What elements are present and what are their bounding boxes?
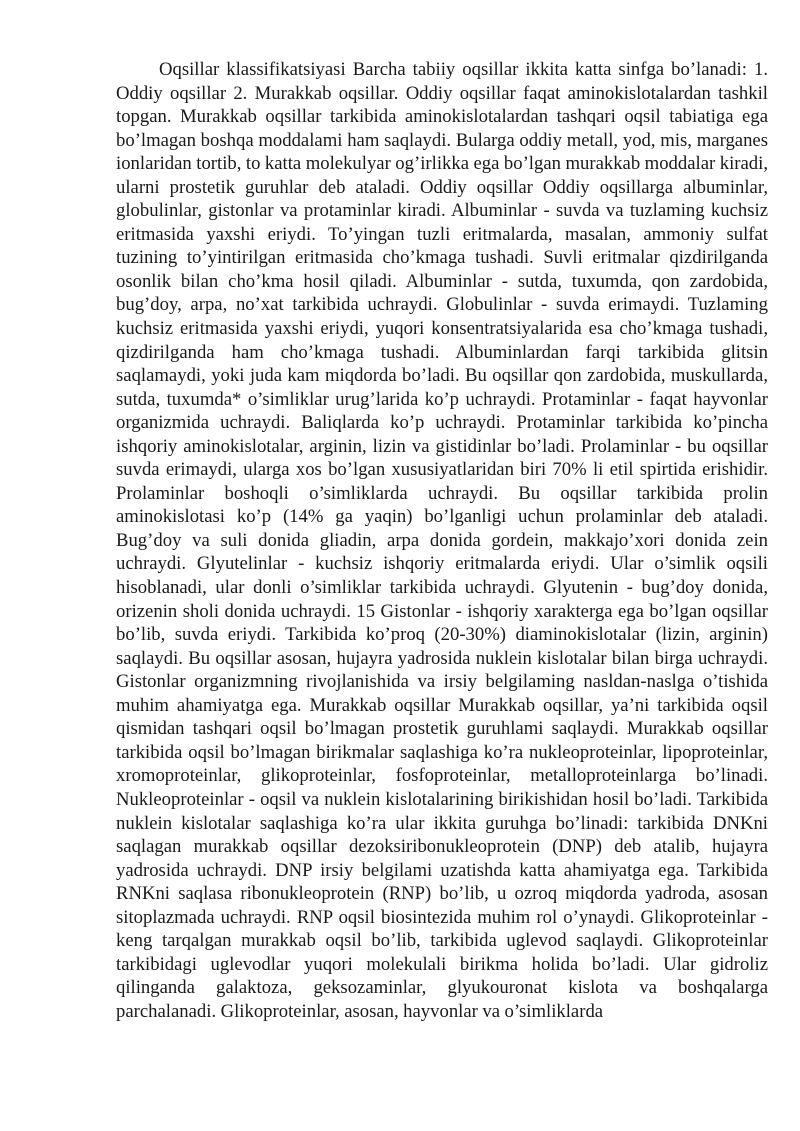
body-paragraph: Oqsillar klassifikatsiyasi Barcha tabiiy oqsillar ikkita katta sinfga bo’lanadi: 1. Oddiy oqsillar 2. Murakkab oqsillar. Oddiy oqsillar faqat aminokislotalardan tashkil topgan. Murakkab oqsillar tarkibida aminokislotalardan tashqari oqsil tabiatiga ega bo’lmagan boshqa moddalami ham saqlaydi. Bularga oddiy metall, yod, mis, marganes ionlaridan tortib, to katta molekulyar og’irlikka ega bo’lgan murakkab moddalar kiradi, ularni prostetik guruhlar deb ataladi. Oddiy oqsillar Oddiy oqsillarga albuminlar, globulinlar, gistonlar va protaminlar kiradi. Albuminlar - suvda va tuzlaming kuchsiz eritmasida yaxshi eriydi. To’yingan tuzli eritmalarda, masalan, ammoniy sulfat tuzining to’yintirilgan eritmasida cho’kmaga tushadi. Suvli eritmalar qizdirilganda osonlik bilan cho’kma hosil qiladi. Albuminlar - sutda, tuxumda, qon zardobida, bug’doy, arpa, no’xat tarkibida uchraydi. Globulinlar - suvda erimaydi. Tuzlaming kuchsiz eritmasida yaxshi eriydi, yuqori konsentratsiyalarida esa cho’kmaga tushadi, qizdirilganda ham cho’kmaga tushadi. Albuminlardan farqi tarkibida glitsin saqlamaydi, yoki juda kam miqdorda bo’ladi. Bu oqsillar qon zardobida, muskullarda, sutda, tuxumda* o’simliklar urug’larida ko’p uchraydi. Protaminlar - faqat hayvonlar organizmida uchraydi. Baliqlarda ko’p uchraydi. Protaminlar tarkibida ko’pincha ishqoriy aminokislotalar, arginin, lizin va gistidinlar bo’ladi. Prolaminlar - bu oqsillar suvda erimaydi, ularga xos bo’lgan xususiyatlaridan biri 70% li etil spirtida erishidir. Prolaminlar boshoqli o’simliklarda uchraydi. Bu oqsillar tarkibida prolin aminokislotasi ko’p (14% ga yaqin) bo’lganligi uchun prolaminlar deb ataladi. Bug’doy va suli donida gliadin, arpa donida gordein, makkajo’xori donida zein uchraydi. Glyutelinlar - kuchsiz ishqoriy eritmalarda eriydi. Ular o’simlik oqsili hisoblanadi, ular donli o’simliklar tarkibida uchraydi. Glyutenin - bug’doy donida, orizenin sholi donida uchraydi. 15 Gistonlar - ishqoriy xarakterga ega bo’lgan oqsillar bo’lib, suvda eriydi. Tarkibida ko’proq (20-30%) diaminokislotalar (lizin, arginin) saqlaydi. Bu oqsillar asosan, hujayra yadrosida nuklein kislotalar bilan birga uchraydi. Gistonlar organizmning rivojlanishida va irsiy belgilaming nasldan-naslga o’tishida muhim ahamiyatga ega. Murakkab oqsillar Murakkab oqsillar, ya’ni tarkibida oqsil qismidan tashqari oqsil bo’lmagan prostetik guruhlami saqlaydi. Murakkab oqsillar tarkibida oqsil bo’lmagan birikmalar saqlashiga ko’ra nukleoproteinlar, lipoproteinlar, xromoproteinlar, glikoproteinlar, fosfoproteinlar, metalloproteinlarga bo’linadi. Nukleoproteinlar - oqsil va nuklein kislotalarining birikishidan hosil bo’ladi. Tarkibida nuklein kislotalar saqlashiga ko’ra ular ikkita guruhga bo’linadi: tarkibida DNKni saqlagan murakkab oqsillar dezoksiribonukleoprotein (DNP) deb atalib, hujayra yadrosida uchraydi. DNP irsiy belgilami uzatishda katta ahamiyatga ega. Tarkibida RNKni saqlasa ribonukleoprotein (RNP) bo’lib, u ozroq miqdorda yadroda, asosan sitoplazmada uchraydi. RNP oqsil biosintezida muhim rol o’ynaydi. Glikoproteinlar - keng tarqalgan murakkab oqsil bo’lib, tarkibida uglevod saqlaydi. Glikoproteinlar tarkibidagi uglevodlar yuqori molekulali birikma holida bo’ladi. Ular gidroliz qilinganda galaktoza, geksozaminlar, glyukouronat kislota va boshqalarga parchalanadi. Glikoproteinlar, asosan, hayvonlar va o’simliklarda [116, 59, 768, 1022]
